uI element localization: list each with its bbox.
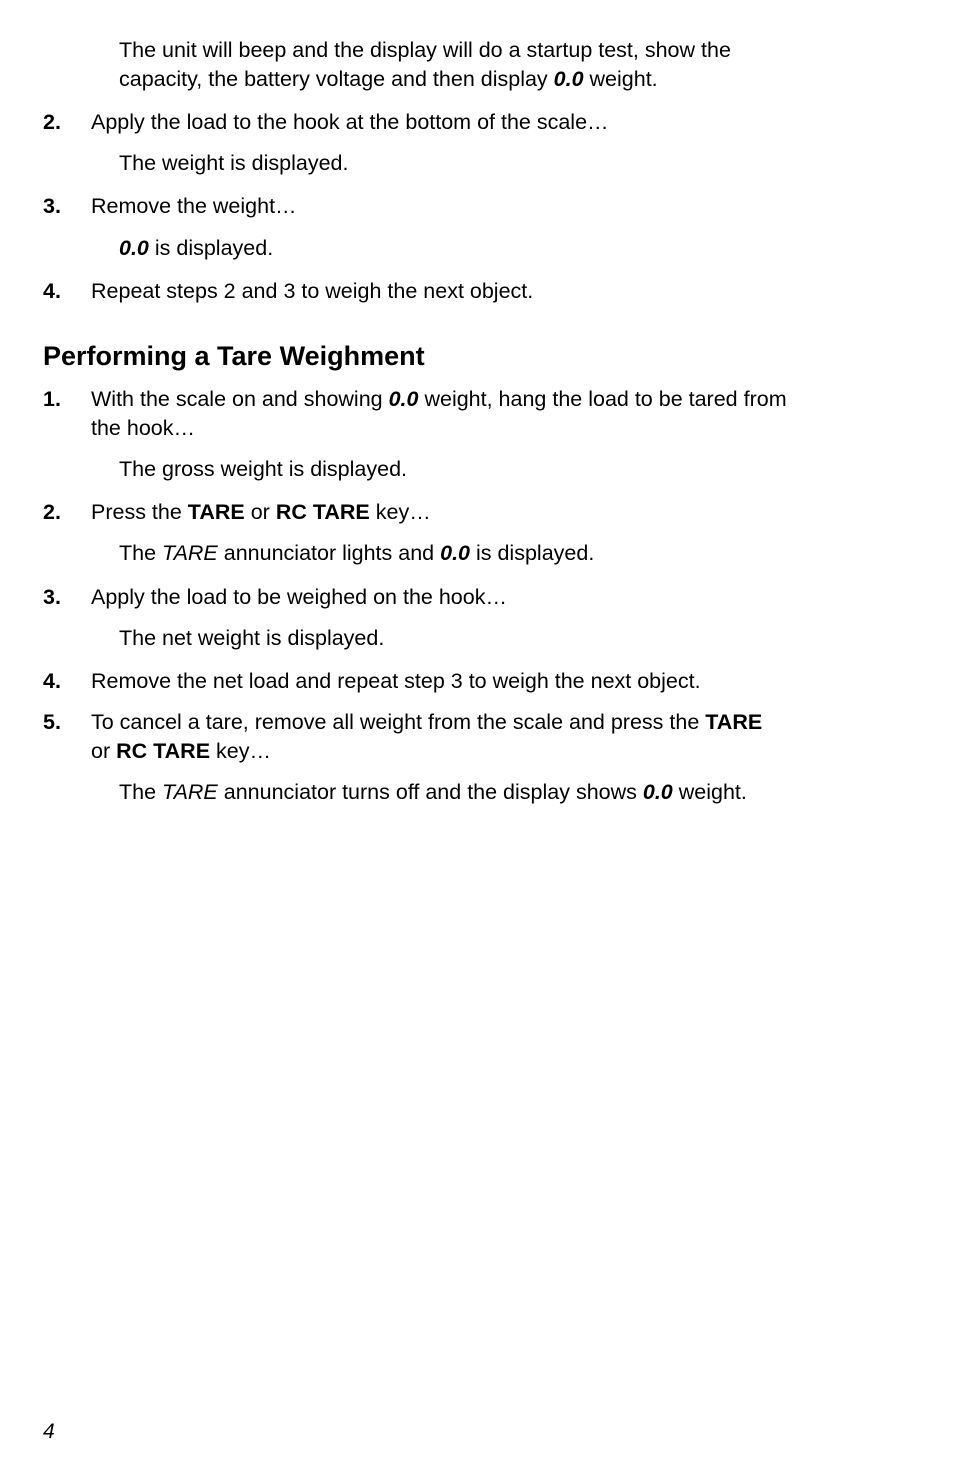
- tare-annunciator-label: TARE: [162, 541, 218, 565]
- step-result: [119, 539, 594, 568]
- step-result-text: is displayed.: [470, 541, 595, 565]
- step-text: Repeat steps 2 and 3 to weigh the next object.: [91, 279, 534, 303]
- step-number: 5.: [43, 710, 61, 734]
- step-text: Apply the load to be weighed on the hook…: [91, 585, 507, 609]
- intro-result-line-2: [119, 65, 658, 94]
- step-result-text: annunciator lights and: [217, 541, 441, 565]
- step-number: 2.: [43, 500, 61, 524]
- tare-key-label: TARE: [187, 500, 245, 524]
- step-text-line-1: [91, 708, 762, 737]
- step-text-part: or: [244, 500, 276, 524]
- step-result-text: annunciator turns off and the display shows: [217, 780, 643, 804]
- step-result-text: weight.: [672, 780, 747, 804]
- page-number: 4: [43, 1420, 55, 1443]
- step-result: The gross weight is displayed.: [119, 457, 408, 481]
- intro-result-text: weight.: [583, 67, 658, 91]
- step-result-text: The: [119, 541, 163, 565]
- rc-tare-key-label: RC TARE: [275, 500, 370, 524]
- step-number: 1.: [43, 387, 61, 411]
- tare-annunciator-label: TARE: [162, 780, 218, 804]
- zero-value: 0.0: [642, 780, 673, 804]
- step-text-part: key…: [369, 500, 431, 524]
- step-result-text: The: [119, 780, 163, 804]
- step-text-line-1: [91, 385, 787, 414]
- step-text: Remove the net load and repeat step 3 to weigh the next object.: [91, 669, 701, 693]
- step-text: Apply the load to the hook at the bottom of the scale…: [91, 110, 609, 134]
- step-number: 4.: [43, 669, 61, 693]
- step-text: Remove the weight…: [91, 194, 297, 218]
- rc-tare-key-label: RC TARE: [116, 739, 211, 763]
- step-number: 2.: [43, 110, 61, 134]
- step-result: [119, 234, 273, 263]
- tare-key-label: TARE: [705, 710, 763, 734]
- step-result: [119, 778, 747, 807]
- step-text-part: To cancel a tare, remove all weight from the scale and press the: [91, 710, 706, 734]
- zero-value: 0.0: [553, 67, 584, 91]
- step-text-part: key…: [210, 739, 271, 763]
- zero-value: 0.0: [388, 387, 419, 411]
- step-text: With the scale on and showing: [91, 387, 389, 411]
- intro-result-text: capacity, the battery voltage and then display: [119, 67, 554, 91]
- step-text: [91, 498, 431, 527]
- intro-result-line-1: [119, 36, 731, 65]
- section-heading: Performing a Tare Weighment: [43, 341, 425, 371]
- step-number: 4.: [43, 279, 61, 303]
- step-number: 3.: [43, 194, 61, 218]
- step-text-line-2: the hook…: [91, 416, 195, 440]
- step-result: The weight is displayed.: [119, 151, 349, 175]
- zero-value: 0.0: [440, 541, 470, 565]
- step-result-text: is displayed.: [148, 236, 274, 260]
- intro-result-text: The unit will beep and the display will do a startup test, show the: [119, 38, 731, 62]
- zero-value: 0.0: [119, 236, 149, 260]
- step-number: 3.: [43, 585, 61, 609]
- step-text-line-2: [91, 737, 271, 766]
- step-text-part: or: [91, 739, 117, 763]
- step-text-part: Press the: [91, 500, 188, 524]
- step-text: weight, hang the load to be tared from: [418, 387, 787, 411]
- step-result: The net weight is displayed.: [119, 626, 385, 650]
